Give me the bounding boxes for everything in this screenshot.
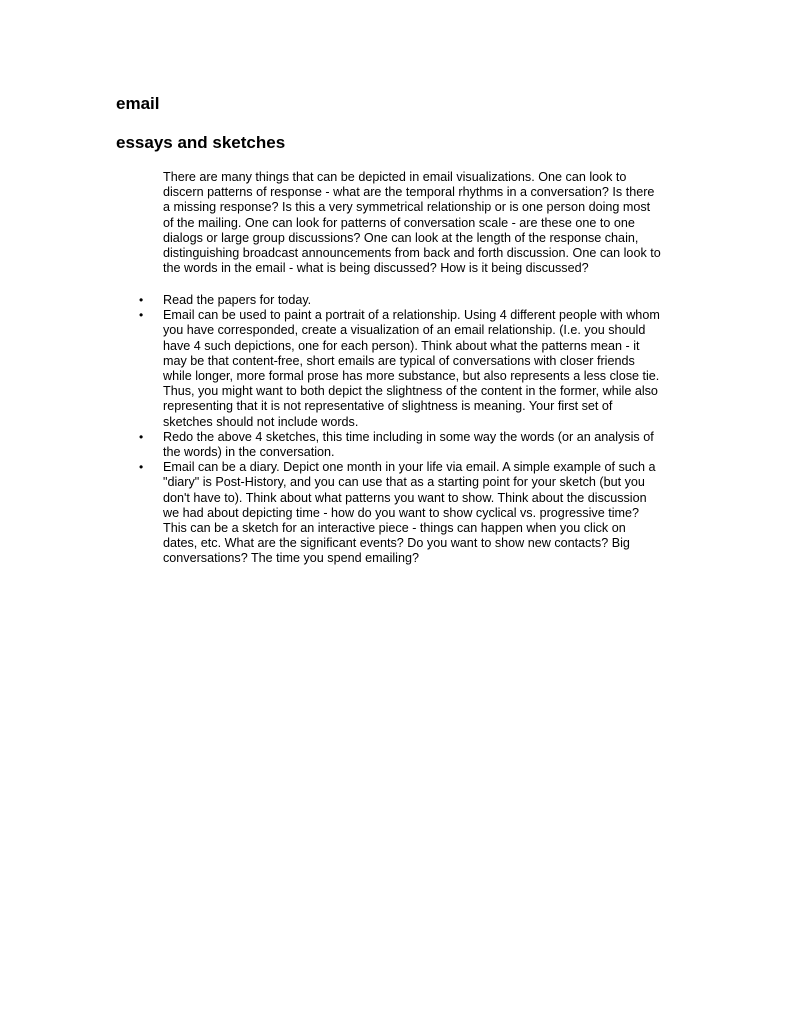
list-item-line: Email can be used to paint a portrait of a relationship. Using 4 different people with whom	[163, 308, 660, 323]
list-item	[0, 308, 791, 430]
list-item-line: you have corresponded, create a visualization of an email relationship. (I.e. you should	[163, 323, 646, 338]
intro-line: the words in the email - what is being discussed? How is it being discussed?	[163, 261, 589, 276]
intro-line: a missing response? Is this a very symmetrical relationship or is one person doing most	[163, 200, 651, 215]
bullet-icon: •	[139, 308, 144, 323]
list-item-line: dates, etc. What are the significant events? Do you want to show new contacts? Big	[163, 536, 630, 551]
list-item-line: "diary" is Post-History, and you can use that as a starting point for your sketch (but you	[163, 475, 645, 490]
list-item-line: don't have to). Think about what patterns you want to show. Think about the discussion	[163, 490, 647, 505]
list-item-line: the words) in the conversation.	[163, 445, 335, 460]
list-item-line: sketches should not include words.	[163, 414, 359, 429]
list-item-line: Read the papers for today.	[163, 293, 312, 307]
list-item-line: have 4 such depictions, one for each person). Think about what the patterns mean - it	[163, 338, 640, 353]
intro-line: distinguishing broadcast announcements from back and forth discussion. One can look to	[163, 246, 661, 261]
list-item-line: Redo the above 4 sketches, this time including in some way the words (or an analysis of	[163, 429, 654, 444]
list-item-line: This can be a sketch for an interactive piece - things can happen when you click on	[163, 521, 626, 536]
list-item-line: conversations? The time you spend emailing?	[163, 551, 419, 566]
list-item	[0, 460, 791, 566]
list-item-line: Email can be a diary. Depict one month in your life via email. A simple example of such a	[163, 460, 656, 475]
list-item	[0, 293, 791, 308]
bullet-icon: •	[139, 429, 144, 444]
intro-line: There are many things that can be depicted in email visualizations. One can look to	[163, 170, 627, 184]
bullet-icon: •	[139, 293, 144, 307]
intro-paragraph	[163, 170, 683, 276]
list-item-line: representing that it is not representative of slightness is meaning. Your first set of	[163, 399, 613, 414]
intro-line: of the mailing. One can look for patterns of conversation scale - are these one to one	[163, 215, 635, 230]
list-item-line: Thus, you might want to both depict the slightness of the content in the former, while also	[163, 384, 658, 399]
page-title: email	[116, 94, 160, 113]
intro-line: dialogs or large group discussions? One can look at the length of the response chain,	[163, 230, 639, 245]
list-item-line: while longer, more formal prose has more substance, but also represents a less close tie.	[163, 369, 660, 384]
list-item-line: we had about depicting time - how do you want to show cyclical vs. progressive time?	[163, 505, 639, 520]
page-subtitle: essays and sketches	[116, 133, 286, 152]
bullet-icon: •	[139, 460, 144, 475]
list-item-line: may be that content-free, short emails are typical of conversations with closer friends	[163, 353, 635, 368]
assignment-list	[0, 293, 791, 567]
intro-line: discern patterns of response - what are the temporal rhythms in a conversation? Is there	[163, 185, 655, 200]
list-item	[0, 430, 791, 460]
